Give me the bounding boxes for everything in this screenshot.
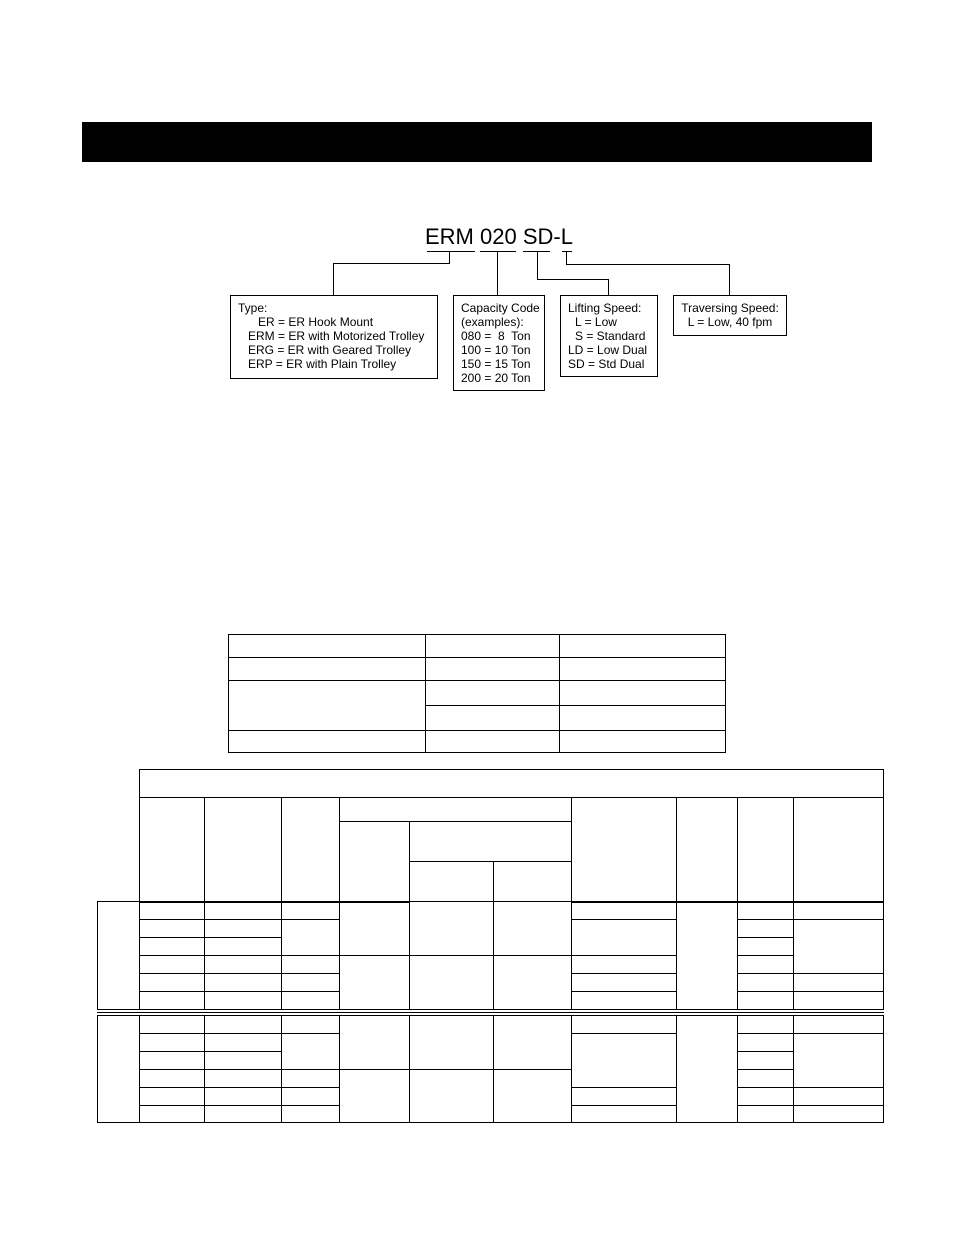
callout-lifting-line: SD = Std Dual <box>568 357 645 371</box>
callout-lifting <box>560 295 658 377</box>
table-row <box>98 1070 884 1088</box>
table-row <box>229 635 726 658</box>
callout-traversing <box>673 295 787 336</box>
spec-table-group-1 <box>97 901 884 1010</box>
underline-traversing <box>562 251 572 252</box>
table-row <box>229 681 726 706</box>
table-row <box>229 658 726 681</box>
callout-capacity-line: 100 = 10 Ton <box>461 343 531 357</box>
spec-table-small <box>228 634 726 753</box>
table-row <box>98 1016 884 1034</box>
callout-capacity-line: 080 = 8 Ton <box>461 329 531 343</box>
model-code-type: ERM <box>425 224 474 249</box>
table-header-row <box>140 770 884 798</box>
spec-table-group-2 <box>97 1015 884 1123</box>
callout-type-line: ERM = ER with Motorized Trolley <box>248 329 425 343</box>
group-divider <box>97 1012 884 1013</box>
connector-type <box>333 263 450 264</box>
underline-type <box>427 251 475 252</box>
callout-capacity-line: 200 = 20 Ton <box>461 371 531 385</box>
model-code-traversing: L <box>560 224 573 249</box>
callout-type <box>230 295 438 379</box>
callout-lifting-title: Lifting Speed: <box>568 301 642 315</box>
table-row <box>98 902 884 920</box>
table-row <box>229 731 726 753</box>
connector-capacity <box>497 251 498 296</box>
callout-lifting-line: LD = Low Dual <box>568 343 648 357</box>
underline-capacity <box>480 251 516 252</box>
callout-type-line: ERP = ER with Plain Trolley <box>248 357 397 371</box>
connector-traversing <box>566 264 730 265</box>
connector-lifting <box>537 251 538 280</box>
callout-capacity <box>453 295 545 391</box>
callout-type-line: ERG = ER with Geared Trolley <box>248 343 412 357</box>
connector-traversing <box>566 251 567 265</box>
connector-type <box>333 263 334 296</box>
callout-traversing-title: Traversing Speed: <box>681 301 779 315</box>
model-code-separator: - <box>553 224 561 249</box>
callout-capacity-line: 150 = 15 Ton <box>461 357 531 371</box>
spec-table-header <box>139 769 884 903</box>
callout-traversing-line: L = Low, 40 fpm <box>687 315 773 329</box>
table-row <box>98 956 884 974</box>
callout-lifting-line: S = Standard <box>575 329 646 343</box>
section-header-bar <box>82 122 872 162</box>
callout-type-line: ER = ER Hook Mount <box>258 315 374 329</box>
connector-lifting <box>608 279 609 296</box>
callout-lifting-line: L = Low <box>575 315 617 329</box>
model-code <box>425 224 573 250</box>
callout-capacity-line: (examples): <box>461 315 524 329</box>
connector-lifting <box>537 279 609 280</box>
table-header-row <box>140 798 884 822</box>
callout-capacity-title: Capacity Code <box>461 301 540 315</box>
callout-type-title: Type: <box>238 301 268 315</box>
model-code-lifting: SD <box>522 224 554 249</box>
connector-traversing <box>729 264 730 296</box>
model-code-capacity: 020 <box>480 224 517 249</box>
